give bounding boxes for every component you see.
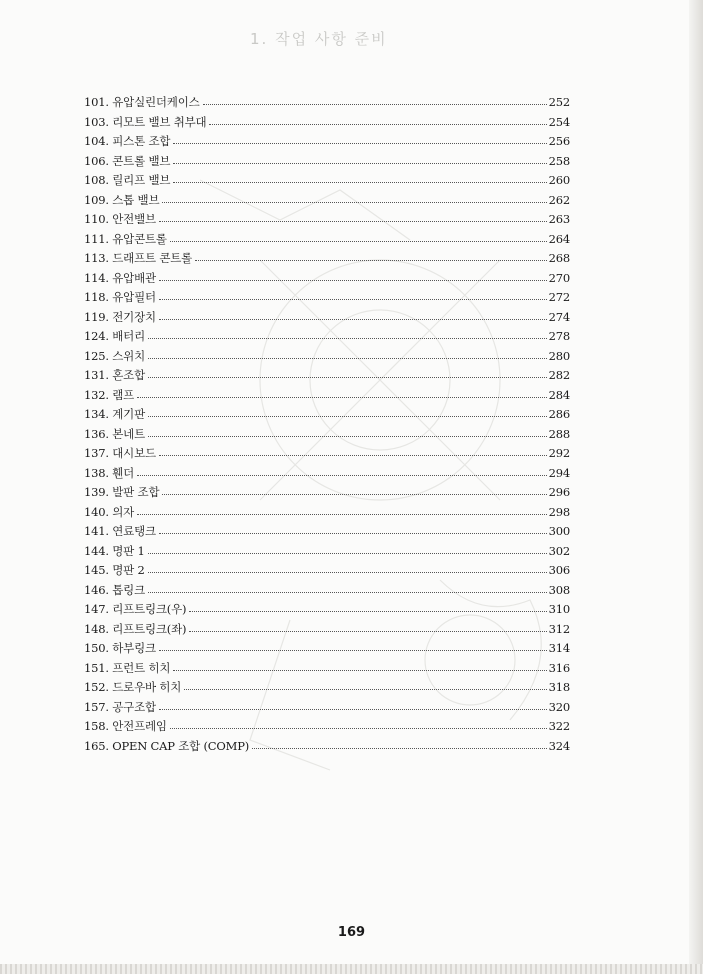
toc-entry-page: 322	[548, 719, 570, 733]
toc-entry-title: 144. 명판 1	[84, 543, 145, 558]
toc-entry	[84, 620, 570, 640]
dot-leader	[252, 748, 547, 749]
toc-entry-page: 298	[548, 504, 570, 519]
toc-entry	[84, 425, 570, 445]
dot-leader	[137, 397, 547, 398]
toc-entry-page: 260	[548, 173, 570, 187]
dot-leader	[170, 241, 547, 242]
toc-entry-page: 286	[548, 407, 570, 421]
toc-entry-page: 294	[548, 465, 570, 480]
toc-entry-title: 113. 드래프트 콘트롤	[84, 251, 193, 265]
toc-entry-title: 150. 하부링크	[84, 641, 156, 655]
dot-leader	[148, 358, 547, 359]
toc-entry	[84, 639, 570, 659]
toc-entry-page: 274	[548, 309, 570, 324]
toc-entry-title: 137. 대시보드	[84, 446, 156, 460]
dot-leader	[159, 709, 547, 710]
dot-leader	[173, 143, 546, 144]
toc-entry-title: 103. 리모트 밸브 취부대	[84, 114, 207, 129]
toc-entry-title: 146. 톱링크	[84, 582, 145, 597]
toc-entry-title: 145. 명판 2	[84, 563, 145, 577]
toc-entry-title: 109. 스톱 밸브	[84, 192, 160, 207]
toc-entry-page: 316	[548, 660, 570, 675]
toc-entry-title: 119. 전기장치	[84, 309, 156, 324]
dot-leader	[189, 611, 546, 612]
toc-entry-page: 280	[548, 348, 570, 363]
dot-leader	[148, 436, 547, 437]
bleed-through-header: 1. 작업 사항 준비	[250, 30, 388, 48]
toc-entry-title: 140. 의자	[84, 504, 135, 519]
toc-entry	[84, 522, 570, 542]
toc-entry-page: 282	[548, 368, 570, 382]
toc-entry-title: 136. 본네트	[84, 426, 145, 441]
toc-entry	[84, 347, 570, 367]
toc-entry-page: 306	[548, 563, 570, 577]
toc-entry	[84, 386, 570, 406]
dot-leader	[148, 377, 547, 378]
dot-leader	[162, 202, 546, 203]
toc-entry	[84, 678, 570, 698]
toc-entry-title: 157. 공구조합	[84, 699, 156, 714]
toc-entry-title: 104. 피스톤 조합	[84, 134, 171, 148]
toc-entry-page: 263	[548, 212, 570, 226]
toc-entry	[84, 366, 570, 386]
dot-leader	[148, 592, 547, 593]
toc-entry	[84, 327, 570, 347]
toc-entry-title: 118. 유압필터	[84, 290, 156, 304]
toc-entry-page: 312	[548, 621, 570, 636]
toc-entry-title: 132. 램프	[84, 387, 135, 402]
toc-entry-title: 125. 스위치	[84, 348, 145, 363]
toc-entry-page: 278	[548, 329, 570, 343]
toc-entry	[84, 210, 570, 230]
toc-entry-page: 292	[548, 446, 570, 460]
toc-entry	[84, 503, 570, 523]
dot-leader	[159, 533, 547, 534]
toc-entry	[84, 93, 570, 113]
dot-leader	[159, 319, 547, 320]
page-number: 169	[337, 925, 366, 940]
toc-entry-page: 252	[548, 95, 570, 109]
toc-entry	[84, 542, 570, 562]
toc-entry	[84, 269, 570, 289]
toc-entry-title: 108. 릴리프 밸브	[84, 173, 171, 187]
dot-leader	[148, 572, 547, 573]
dot-leader	[148, 416, 547, 417]
toc-entry	[84, 249, 570, 269]
dot-leader	[195, 260, 547, 261]
toc-entry-title: 110. 안전밸브	[84, 212, 156, 226]
dot-leader	[159, 221, 547, 222]
toc-entry-page: 296	[548, 485, 570, 499]
toc-entry-page: 320	[548, 699, 570, 714]
dot-leader	[173, 163, 546, 164]
toc-entry-page: 270	[548, 270, 570, 285]
dot-leader	[162, 494, 546, 495]
toc-entry-page: 324	[548, 738, 570, 753]
dot-leader	[137, 514, 547, 515]
toc-entry-title: 151. 프런트 히치	[84, 660, 171, 675]
toc-entry	[84, 308, 570, 328]
toc-entry-title: 111. 유압콘트롤	[84, 231, 167, 246]
dot-leader	[137, 475, 547, 476]
toc-entry	[84, 405, 570, 425]
toc-entry-title: 148. 리프트링크(좌)	[84, 621, 187, 636]
toc-entry	[84, 288, 570, 308]
toc-entry-page: 254	[548, 114, 570, 129]
toc-entry-page: 258	[548, 153, 570, 168]
dot-leader	[148, 338, 547, 339]
toc-entry-title: 131. 혼조합	[84, 368, 145, 382]
toc-entry-page: 314	[548, 641, 570, 655]
toc-entry-title: 124. 배터리	[84, 329, 145, 343]
toc-entry-title: 165. OPEN CAP 조합 (COMP)	[84, 738, 250, 753]
dot-leader	[203, 104, 547, 105]
toc-entry	[84, 698, 570, 718]
dot-leader	[159, 299, 547, 300]
toc-entry-page: 302	[548, 543, 570, 558]
toc-entry-page: 310	[548, 602, 570, 616]
dot-leader	[170, 728, 547, 729]
toc-entry-page: 272	[548, 290, 570, 304]
toc-entry-page: 308	[548, 582, 570, 597]
toc-entry-title: 158. 안전프레임	[84, 719, 167, 733]
toc-entry	[84, 717, 570, 737]
toc-entry	[84, 171, 570, 191]
toc-entry-page: 284	[548, 387, 570, 402]
table-of-contents	[84, 93, 570, 756]
toc-entry	[84, 132, 570, 152]
dot-leader	[184, 689, 546, 690]
toc-entry-page: 318	[548, 680, 570, 694]
toc-entry	[84, 483, 570, 503]
toc-entry	[84, 444, 570, 464]
toc-entry	[84, 191, 570, 211]
scan-edge-bottom	[0, 964, 703, 974]
toc-entry-page: 256	[548, 134, 570, 148]
toc-entry	[84, 561, 570, 581]
toc-entry-title: 152. 드로우바 히치	[84, 680, 182, 694]
toc-entry	[84, 737, 570, 757]
toc-entry-title: 139. 발판 조합	[84, 485, 160, 499]
toc-entry-title: 101. 유압실린더케이스	[84, 95, 200, 109]
toc-entry-title: 141. 연료탱크	[84, 524, 156, 538]
scan-edge-right	[689, 0, 703, 974]
toc-entry-page: 288	[548, 426, 570, 441]
toc-entry-page: 262	[548, 192, 570, 207]
toc-entry-title: 114. 유압배관	[84, 270, 156, 285]
dot-leader	[189, 631, 546, 632]
toc-entry	[84, 581, 570, 601]
toc-entry	[84, 113, 570, 133]
toc-entry-page: 300	[548, 524, 570, 538]
toc-entry-page: 264	[548, 231, 570, 246]
dot-leader	[173, 182, 546, 183]
dot-leader	[159, 280, 547, 281]
dot-leader	[159, 455, 547, 456]
toc-entry-page: 268	[548, 251, 570, 265]
dot-leader	[209, 124, 546, 125]
dot-leader	[173, 670, 546, 671]
toc-entry-title: 138. 휀더	[84, 465, 135, 480]
toc-entry	[84, 600, 570, 620]
toc-entry	[84, 659, 570, 679]
toc-entry-title: 134. 계기판	[84, 407, 145, 421]
toc-entry	[84, 464, 570, 484]
toc-entry-title: 106. 콘트롤 밸브	[84, 153, 171, 168]
dot-leader	[148, 553, 547, 554]
toc-entry	[84, 152, 570, 172]
toc-entry-title: 147. 리프트링크(우)	[84, 602, 187, 616]
toc-entry	[84, 230, 570, 250]
dot-leader	[159, 650, 547, 651]
